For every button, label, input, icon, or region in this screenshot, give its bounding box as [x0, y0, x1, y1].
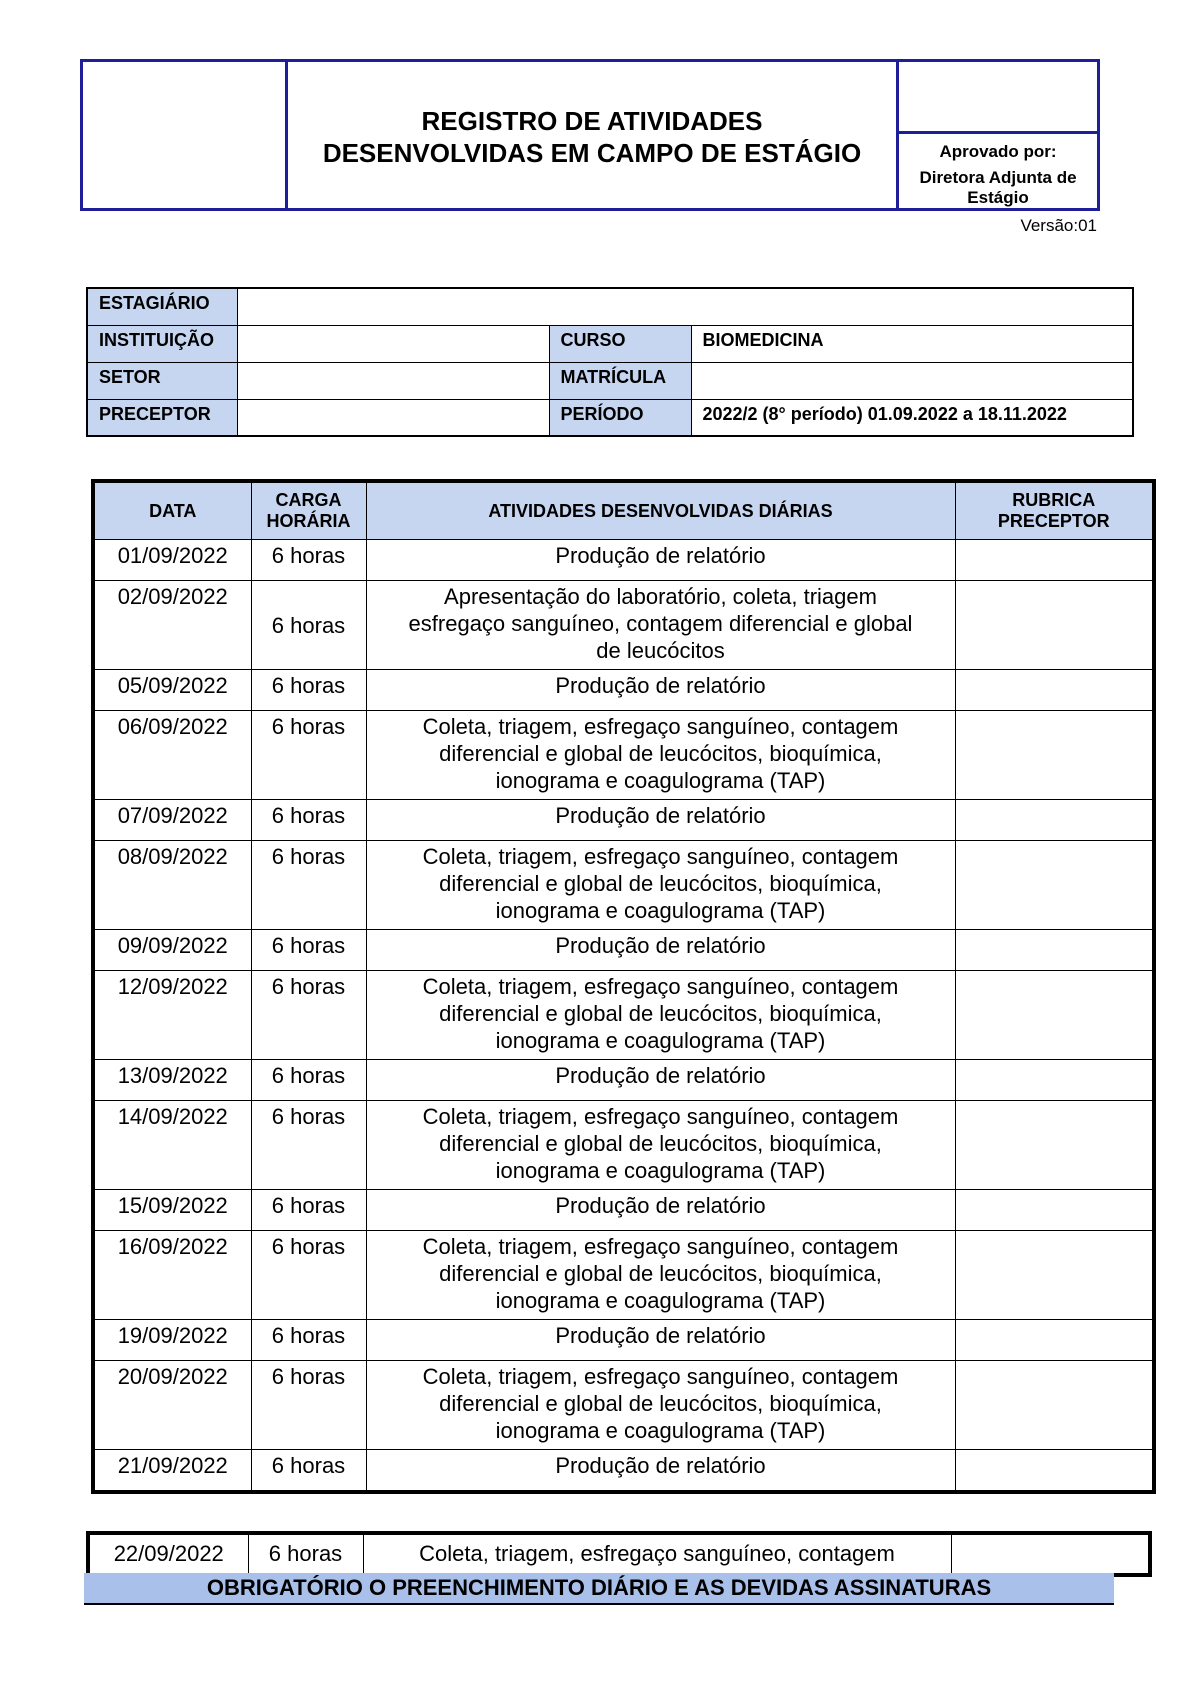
institution-value[interactable]: [237, 325, 549, 362]
row-date: 20/09/2022: [93, 1361, 251, 1450]
row-date: 15/09/2022: [93, 1190, 251, 1231]
row-hours: 6 horas: [251, 1190, 366, 1231]
row-activity: [366, 1190, 955, 1231]
preceptor-value[interactable]: [237, 399, 549, 436]
table-row: [93, 1060, 1154, 1101]
row-date: 16/09/2022: [93, 1231, 251, 1320]
hours-column-header: [251, 481, 366, 540]
row-date: 06/09/2022: [93, 711, 251, 800]
activity-line: Produção de relatório: [555, 1193, 766, 1218]
title-line-2: DESENVOLVIDAS EM CAMPO DE ESTÁGIO: [322, 138, 862, 168]
row-date: 01/09/2022: [93, 540, 251, 581]
row-activity: [366, 581, 955, 670]
activity-line: ionograma e coagulograma (TAP): [495, 1288, 826, 1313]
row-signature[interactable]: [955, 930, 1154, 971]
logo-cell: [83, 62, 288, 208]
row-hours: 6 horas: [251, 1450, 366, 1493]
row-signature[interactable]: [955, 1450, 1154, 1493]
table-row: [93, 1101, 1154, 1190]
date-column-header: DATA: [93, 481, 251, 540]
registration-value[interactable]: [691, 362, 1133, 399]
title-cell: [288, 62, 899, 208]
row-hours: 6 horas: [251, 971, 366, 1060]
activity-line: Produção de relatório: [555, 933, 766, 958]
table-row: [93, 1450, 1154, 1493]
activity-line: diferencial e global de leucócitos, bioquímica,: [439, 871, 882, 896]
row-hours: 6 horas: [251, 670, 366, 711]
row-signature[interactable]: [955, 971, 1154, 1060]
signature-header-line-2: PRECEPTOR: [997, 511, 1110, 531]
activity-line: ionograma e coagulograma (TAP): [495, 1158, 826, 1183]
signature-column-header: [955, 481, 1154, 540]
row-activity: [366, 1101, 955, 1190]
approved-by-label: Aprovado por:: [939, 142, 1057, 161]
row-activity: [366, 1450, 955, 1493]
row-hours: 6 horas: [251, 1101, 366, 1190]
row-signature[interactable]: [955, 581, 1154, 670]
intern-row: [87, 288, 1133, 325]
row-date: 07/09/2022: [93, 800, 251, 841]
approval-cell: [899, 62, 1097, 208]
row-signature[interactable]: [955, 1231, 1154, 1320]
row-date: 02/09/2022: [93, 581, 251, 670]
table-row: [93, 1231, 1154, 1320]
activity-line: Produção de relatório: [555, 1323, 766, 1348]
row-signature[interactable]: [955, 1101, 1154, 1190]
row-signature[interactable]: [955, 540, 1154, 581]
row-signature[interactable]: [955, 1190, 1154, 1231]
period-value[interactable]: 2022/2 (8° período) 01.09.2022 a 18.11.2022: [691, 399, 1133, 436]
row-date: 19/09/2022: [93, 1320, 251, 1361]
activity-line: diferencial e global de leucócitos, bioquímica,: [439, 741, 882, 766]
activity-line: Produção de relatório: [555, 543, 766, 568]
approved-by-line-1: Diretora Adjunta de: [919, 168, 1077, 187]
activity-line: de leucócitos: [596, 638, 725, 663]
approval-top-cell: [899, 62, 1097, 134]
registration-label: MATRÍCULA: [549, 362, 691, 399]
period-label: PERÍODO: [549, 399, 691, 436]
approved-by-line-2: Estágio: [967, 188, 1029, 207]
hours-header-line-2: HORÁRIA: [266, 511, 351, 531]
row-signature[interactable]: [955, 711, 1154, 800]
row-date: 13/09/2022: [93, 1060, 251, 1101]
row-activity: [366, 971, 955, 1060]
preceptor-label: PRECEPTOR: [87, 399, 237, 436]
row-date: 08/09/2022: [93, 841, 251, 930]
table-row: [93, 1361, 1154, 1450]
row-activity: [366, 1060, 955, 1101]
row-hours: 6 horas: [248, 1533, 363, 1575]
row-signature[interactable]: [955, 1320, 1154, 1361]
intern-value[interactable]: [237, 288, 1133, 325]
activity-line: diferencial e global de leucócitos, bioquímica,: [439, 1001, 882, 1026]
version-label: Versão:01: [1020, 216, 1097, 235]
activity-line: ionograma e coagulograma (TAP): [495, 768, 826, 793]
row-activity: [366, 711, 955, 800]
table-row: [93, 841, 1154, 930]
table-row: [93, 1190, 1154, 1231]
hours-header-line-1: CARGA: [275, 490, 342, 510]
activity-line: ionograma e coagulograma (TAP): [495, 1028, 826, 1053]
institution-row: [87, 325, 1133, 362]
activity-line: Produção de relatório: [555, 803, 766, 828]
sector-label: SETOR: [87, 362, 237, 399]
table-row: [93, 800, 1154, 841]
signature-header-line-1: RUBRICA: [1012, 490, 1096, 510]
row-activity: Coleta, triagem, esfregaço sanguíneo, contagem: [363, 1533, 951, 1575]
activities-column-header: ATIVIDADES DESENVOLVIDAS DIÁRIAS: [366, 481, 955, 540]
approval-box: [899, 134, 1097, 208]
row-hours: 6 horas: [251, 711, 366, 800]
row-signature[interactable]: [951, 1533, 1150, 1575]
table-row: [93, 581, 1154, 670]
row-hours: 6 horas: [251, 581, 366, 670]
activities-header-row: [93, 481, 1154, 540]
table-row: [93, 711, 1154, 800]
row-activity: [366, 540, 955, 581]
course-label: CURSO: [549, 325, 691, 362]
activities-table: [91, 479, 1156, 1494]
activity-line: Coleta, triagem, esfregaço sanguíneo, contagem: [422, 714, 899, 739]
row-date: 09/09/2022: [93, 930, 251, 971]
activity-line: Produção de relatório: [555, 673, 766, 698]
row-hours: 6 horas: [251, 1320, 366, 1361]
activity-line: Coleta, triagem, esfregaço sanguíneo, contagem: [422, 1364, 899, 1389]
title-line-1: REGISTRO DE ATIVIDADES: [421, 106, 763, 136]
row-activity: [366, 1320, 955, 1361]
activity-line: ionograma e coagulograma (TAP): [495, 898, 826, 923]
document-header: [80, 59, 1100, 211]
row-hours: 6 horas: [251, 841, 366, 930]
row-date: 21/09/2022: [93, 1450, 251, 1493]
activity-line: diferencial e global de leucócitos, bioquímica,: [439, 1131, 882, 1156]
table-row: [93, 930, 1154, 971]
activity-line: Produção de relatório: [555, 1453, 766, 1478]
activity-line: esfregaço sanguíneo, contagem diferencial e global: [408, 611, 913, 636]
intern-info-table: [86, 287, 1134, 437]
mandatory-banner: OBRIGATÓRIO O PREENCHIMENTO DIÁRIO E AS DEVIDAS ASSINATURAS: [84, 1573, 1114, 1605]
activity-line: Produção de relatório: [555, 1063, 766, 1088]
activity-line: Coleta, triagem, esfregaço sanguíneo, contagem: [422, 974, 899, 999]
table-row: [93, 670, 1154, 711]
activity-line: ionograma e coagulograma (TAP): [495, 1418, 826, 1443]
row-signature[interactable]: [955, 1361, 1154, 1450]
row-signature[interactable]: [955, 841, 1154, 930]
row-hours: 6 horas: [251, 1060, 366, 1101]
preceptor-row: [87, 399, 1133, 436]
row-activity: [366, 841, 955, 930]
activity-line: Coleta, triagem, esfregaço sanguíneo, contagem: [422, 1104, 899, 1129]
row-activity: [366, 1361, 955, 1450]
row-signature[interactable]: [955, 670, 1154, 711]
row-hours: 6 horas: [251, 1361, 366, 1450]
document-title: [323, 101, 861, 169]
activity-line: Coleta, triagem, esfregaço sanguíneo, contagem: [422, 844, 899, 869]
table-row: [93, 971, 1154, 1060]
table-row: [93, 540, 1154, 581]
activity-line: Apresentação do laboratório, coleta, triagem: [444, 584, 877, 609]
sector-value[interactable]: [237, 362, 549, 399]
table-row: [88, 1533, 1150, 1575]
row-date: 22/09/2022: [88, 1533, 248, 1575]
row-date: 14/09/2022: [93, 1101, 251, 1190]
activity-line: diferencial e global de leucócitos, bioquímica,: [439, 1391, 882, 1416]
row-hours: 6 horas: [251, 1231, 366, 1320]
course-value[interactable]: BIOMEDICINA: [691, 325, 1133, 362]
row-activity: [366, 930, 955, 971]
institution-label: INSTITUIÇÃO: [87, 325, 237, 362]
row-activity: [366, 800, 955, 841]
row-hours: 6 horas: [251, 930, 366, 971]
row-hours: 6 horas: [251, 800, 366, 841]
sector-row: [87, 362, 1133, 399]
activities-table-body: [93, 540, 1154, 1493]
row-hours: 6 horas: [251, 540, 366, 581]
row-date: 12/09/2022: [93, 971, 251, 1060]
intern-label: ESTAGIÁRIO: [87, 288, 237, 325]
row-signature[interactable]: [955, 1060, 1154, 1101]
row-activity: [366, 1231, 955, 1320]
activity-line: diferencial e global de leucócitos, bioquímica,: [439, 1261, 882, 1286]
row-activity: [366, 670, 955, 711]
activity-line: Coleta, triagem, esfregaço sanguíneo, contagem: [422, 1234, 899, 1259]
table-row: [93, 1320, 1154, 1361]
continuation-table: [86, 1531, 1152, 1577]
row-date: 05/09/2022: [93, 670, 251, 711]
row-signature[interactable]: [955, 800, 1154, 841]
